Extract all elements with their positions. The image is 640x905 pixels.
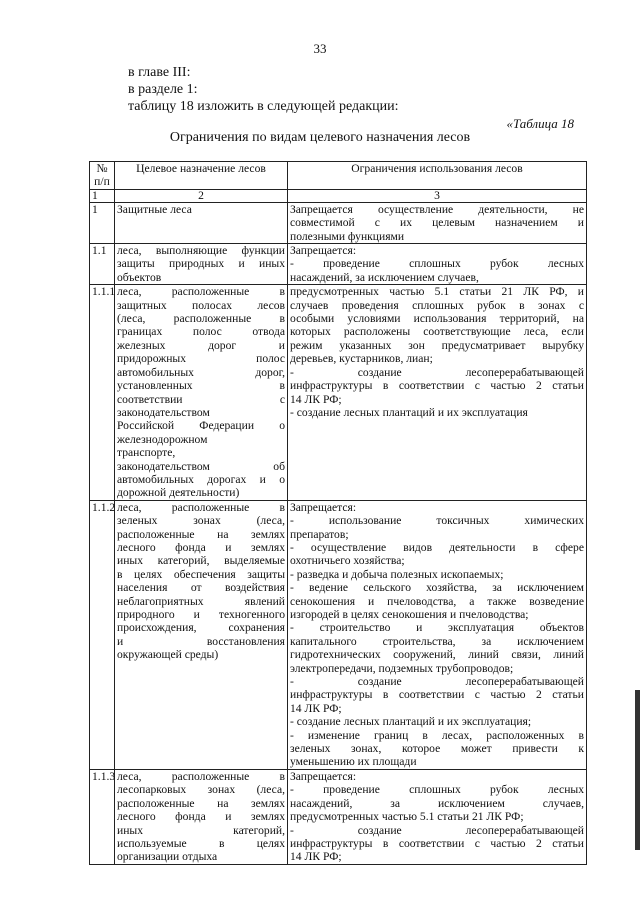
column-number: 2 bbox=[115, 189, 288, 202]
cell-line: - создание лесных плантаций и их эксплуатация bbox=[290, 405, 528, 419]
intro-text bbox=[128, 64, 399, 115]
cell-line: дорожной деятельности) bbox=[117, 486, 240, 500]
cell-line: охотничьего хозяйства; bbox=[290, 554, 405, 568]
table-row bbox=[90, 244, 587, 285]
cell-line: и восстановления bbox=[117, 634, 285, 648]
cell-line: - создание лесоперерабатывающей bbox=[290, 365, 584, 379]
cell-line: случаев проведения сплошных рубок в зонах с bbox=[290, 298, 584, 312]
cell-line: - создание лесных плантаций и их эксплуатация; bbox=[290, 715, 532, 729]
table-title: Ограничения по видам целевого назначения лесов bbox=[169, 130, 471, 145]
column-number: 1 bbox=[90, 189, 115, 202]
cell-line: электропередачи, подземных трубопроводов; bbox=[290, 661, 514, 675]
scan-edge-bar bbox=[635, 690, 640, 850]
intro-line: в главе III: bbox=[128, 65, 191, 80]
cell-line: леса, расположенные в bbox=[117, 500, 285, 514]
cell-line: соответствии с bbox=[117, 392, 285, 406]
cell-line: - проведение сплошных рубок лесных bbox=[290, 783, 584, 797]
cell-line: Запрещается осуществление деятельности, не bbox=[290, 202, 584, 216]
cell-line: особыми условиями использования территорий, на bbox=[290, 312, 584, 326]
table-tag: «Таблица 18 bbox=[506, 116, 574, 131]
cell-line: объектов bbox=[117, 270, 162, 284]
cell-line: - осуществление видов деятельности в сфере bbox=[290, 540, 584, 554]
cell-line: (леса, расположенные в bbox=[117, 312, 285, 326]
cell-line: которых расположены соответствующие леса, если bbox=[290, 325, 584, 339]
cell-line: режим указанных зон предусматривает вырубку bbox=[290, 338, 584, 352]
cell-line: полезными функциями bbox=[290, 229, 405, 243]
purpose-cell bbox=[115, 769, 288, 864]
row-number: 1.1 bbox=[90, 244, 115, 285]
column-number-row bbox=[90, 189, 587, 202]
cell-line: Российской Федерации о bbox=[117, 419, 285, 433]
cell-line: деревьев, кустарников, лиан; bbox=[290, 352, 433, 366]
cell-line: капитального строительства, за исключением bbox=[290, 634, 584, 648]
restrictions-cell bbox=[288, 769, 587, 864]
row-number: 1.1.2 bbox=[90, 500, 115, 769]
cell-line: - изменение границ в лесах, расположенных в bbox=[290, 728, 584, 742]
cell-line: расположенные на землях bbox=[117, 796, 285, 810]
header-number: № п/п bbox=[90, 162, 115, 190]
cell-line: инфраструктуры в соответствии с частью 2 статьи bbox=[290, 688, 584, 702]
cell-line: насаждений, за исключением случаев, bbox=[290, 796, 584, 810]
cell-line: расположенные на землях bbox=[117, 527, 285, 541]
row-number: 1 bbox=[90, 202, 115, 243]
cell-line: придорожных полос bbox=[117, 352, 285, 366]
restrictions-cell bbox=[288, 500, 587, 769]
cell-line: - разведка и добыча полезных ископаемых; bbox=[290, 567, 504, 581]
cell-line: защиты природных и иных bbox=[117, 257, 285, 271]
purpose-cell bbox=[115, 202, 288, 243]
purpose-cell bbox=[115, 285, 288, 501]
cell-line: в целях обеспечения защиты bbox=[117, 567, 285, 581]
header-restrictions: Ограничения использования лесов bbox=[288, 162, 587, 190]
cell-line: происхождения, сохранения bbox=[117, 621, 285, 635]
table-row bbox=[90, 202, 587, 243]
cell-line: неблагоприятных явлений bbox=[117, 594, 285, 608]
cell-line: - создание лесоперерабатывающей bbox=[290, 675, 584, 689]
cell-line: Защитные леса bbox=[117, 202, 192, 216]
cell-line: инфраструктуры в соответствии с частью 2 статьи bbox=[290, 379, 584, 393]
restrictions-cell bbox=[288, 244, 587, 285]
cell-line: - использование токсичных химических bbox=[290, 514, 584, 528]
intro-line: в разделе 1: bbox=[128, 82, 198, 97]
page-number: 33 bbox=[313, 41, 327, 56]
cell-line: предусмотренных частью 5.1 статьи 21 ЛК РФ; bbox=[290, 810, 524, 824]
cell-line: - строительство и эксплуатация объектов bbox=[290, 621, 584, 635]
cell-line: гидротехнических сооружений, линий связи, линий bbox=[290, 648, 584, 662]
cell-line: лесопарковых зонах (леса, bbox=[117, 783, 285, 797]
restrictions-table bbox=[89, 161, 587, 865]
cell-line: железных дорог и bbox=[117, 338, 285, 352]
restrictions-cell bbox=[288, 285, 587, 501]
cell-line: защитных полосах лесов bbox=[117, 298, 285, 312]
cell-line: - создание лесоперерабатывающей bbox=[290, 823, 584, 837]
cell-line: природного и техногенного bbox=[117, 608, 285, 621]
cell-line: населения от воздействия bbox=[117, 581, 285, 595]
cell-line: лесного фонда и землях bbox=[117, 810, 285, 824]
cell-line: предусмотренных частью 5.1 статьи 21 ЛК РФ, и bbox=[290, 285, 584, 299]
cell-line: транспорте, bbox=[117, 446, 176, 460]
row-number: 1.1.1 bbox=[90, 285, 115, 501]
table-header-row bbox=[90, 162, 587, 190]
column-number: 3 bbox=[288, 189, 587, 202]
cell-line: автомобильных дорог, bbox=[117, 365, 285, 379]
cell-line: иных категорий, bbox=[117, 823, 285, 837]
intro-line: таблицу 18 изложить в следующей редакции: bbox=[128, 99, 399, 114]
cell-line: железнодорожном bbox=[117, 432, 208, 446]
cell-line: зеленых зонах, которое может привести к bbox=[290, 742, 584, 756]
cell-line: Запрещается: bbox=[290, 500, 357, 514]
table-row bbox=[90, 285, 587, 501]
cell-line: леса, расположенные в bbox=[117, 769, 285, 783]
cell-line: зеленых зонах (леса, bbox=[117, 514, 285, 528]
cell-line: Запрещается: bbox=[290, 769, 357, 783]
cell-line: насаждений, за исключением случаев, bbox=[290, 270, 479, 284]
cell-line: совместимой с их целевым назначением и bbox=[290, 216, 584, 230]
cell-line: организации отдыха bbox=[117, 850, 218, 864]
cell-line: автомобильных дорогах и о bbox=[117, 472, 285, 486]
cell-line: лесного фонда и землях bbox=[117, 540, 285, 554]
cell-line: инфраструктуры в соответствии с частью 2 статьи bbox=[290, 836, 584, 850]
cell-line: - ведение сельского хозяйства, за исключением bbox=[290, 581, 584, 595]
header-purpose: Целевое назначение лесов bbox=[115, 162, 288, 190]
cell-line: леса, расположенные в bbox=[117, 285, 285, 299]
table-row bbox=[90, 769, 587, 864]
cell-line: уменьшению их площади bbox=[290, 755, 417, 769]
cell-line: границах полос отвода bbox=[117, 325, 285, 339]
cell-line: изгородей в целях сенокошения и пчеловодства; bbox=[290, 608, 529, 621]
cell-line: окружающей среды) bbox=[117, 648, 219, 662]
table-row bbox=[90, 500, 587, 769]
cell-line: Запрещается: bbox=[290, 244, 357, 258]
cell-line: используемые в целях bbox=[117, 836, 285, 850]
cell-line: иных категорий, выделяемые bbox=[117, 554, 285, 568]
cell-line: 14 ЛК РФ; bbox=[290, 701, 342, 715]
cell-line: леса, выполняющие функции bbox=[117, 244, 285, 258]
cell-line: препаратов; bbox=[290, 527, 349, 541]
purpose-cell bbox=[115, 500, 288, 769]
row-number: 1.1.3 bbox=[90, 769, 115, 864]
purpose-cell bbox=[115, 244, 288, 285]
cell-line: законодательством bbox=[117, 405, 210, 419]
cell-line: - проведение сплошных рубок лесных bbox=[290, 257, 584, 271]
restrictions-cell bbox=[288, 202, 587, 243]
cell-line: законодательством об bbox=[117, 459, 285, 473]
cell-line: 14 ЛК РФ; bbox=[290, 392, 342, 406]
cell-line: сенокошения и пчеловодства, а также возведение bbox=[290, 594, 584, 608]
cell-line: 14 ЛК РФ; bbox=[290, 850, 342, 864]
cell-line: установленных в bbox=[117, 379, 285, 393]
